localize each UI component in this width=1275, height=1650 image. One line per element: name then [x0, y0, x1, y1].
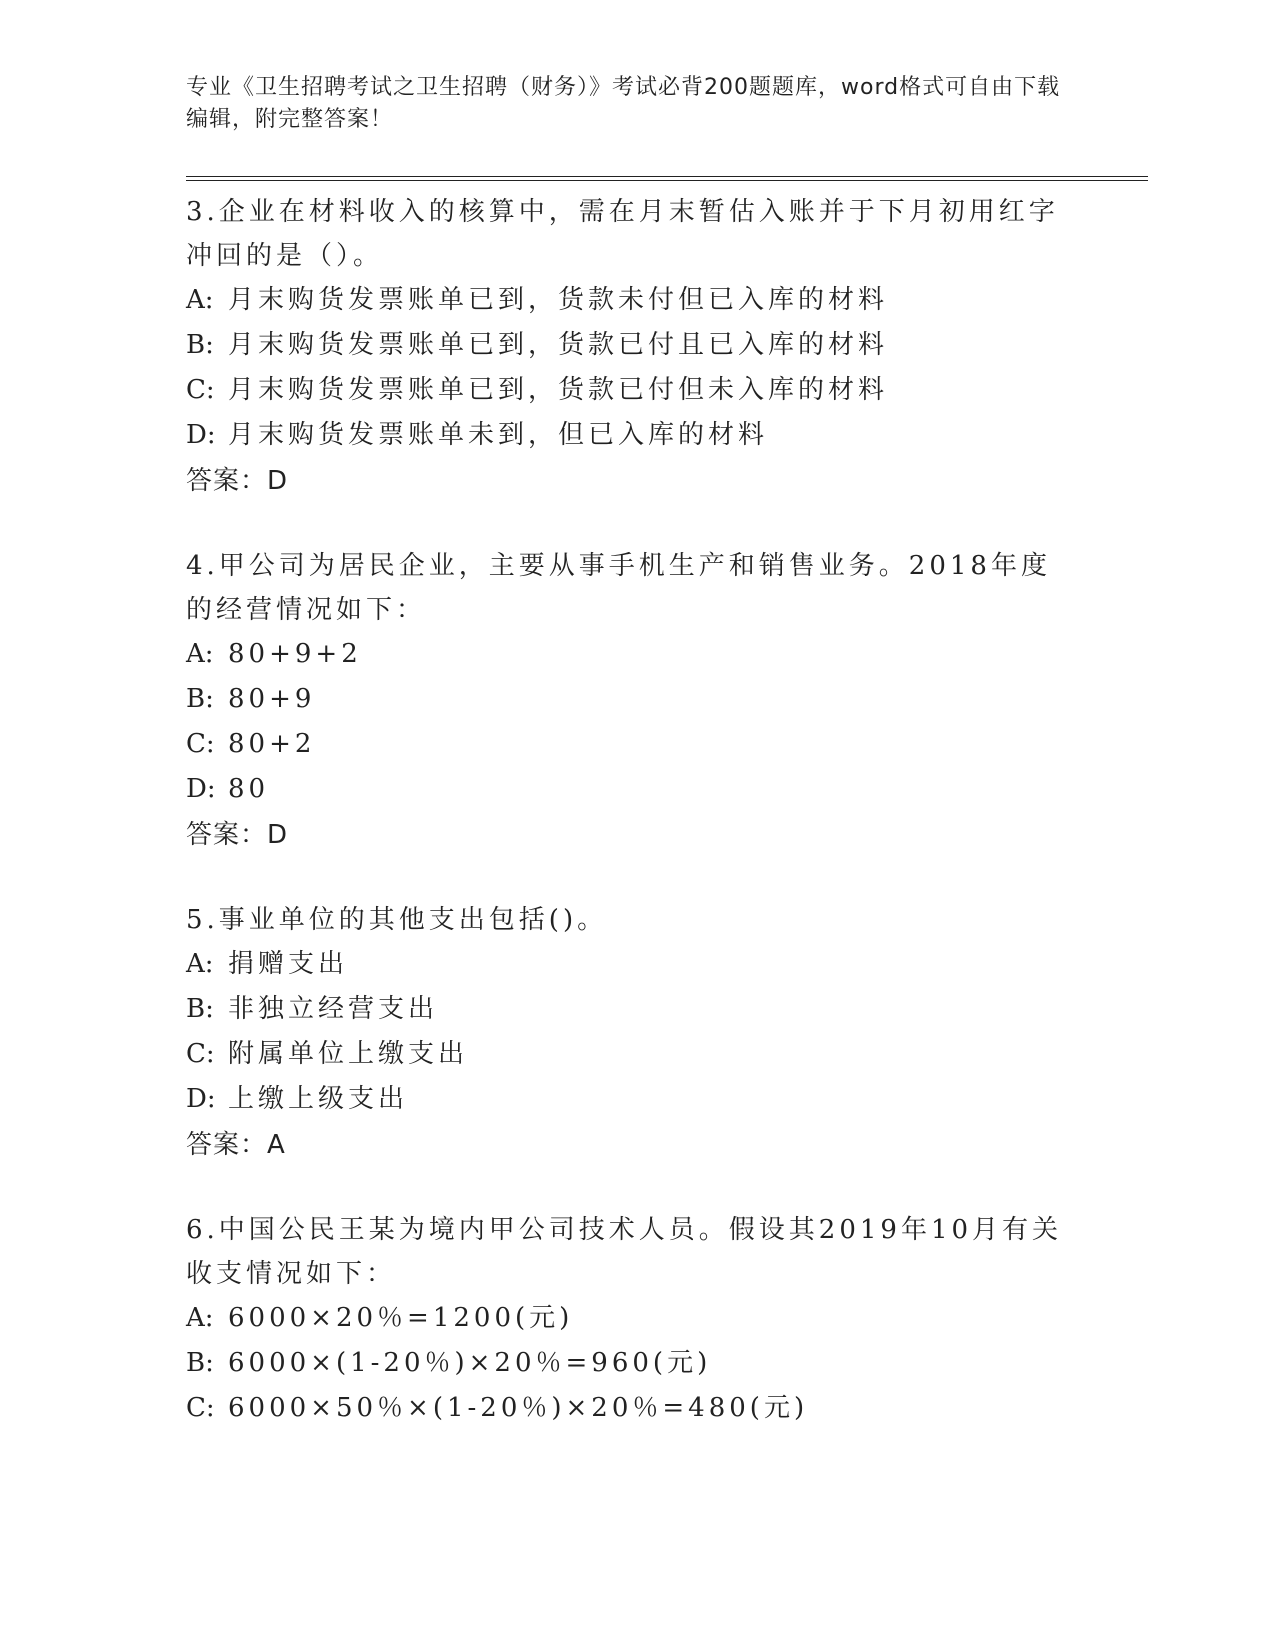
option-key: D:	[186, 774, 216, 804]
question-list	[186, 190, 1086, 1471]
option-key: C:	[186, 375, 215, 405]
option-key: B:	[186, 330, 214, 360]
answer-line: 答案：A	[186, 1130, 286, 1160]
option-key: C:	[186, 729, 215, 759]
option-key: B:	[186, 684, 214, 714]
option-a	[186, 942, 1086, 987]
option-key: A:	[186, 1303, 214, 1333]
option-b	[186, 1341, 1086, 1386]
option-key: B:	[186, 1348, 214, 1378]
option-text: 月末购货发票账单已到，货款未付但已入库的材料	[228, 285, 889, 315]
option-text: 80+9	[228, 684, 316, 714]
option-key: A:	[186, 285, 214, 315]
option-key: A:	[186, 639, 214, 669]
option-d	[186, 767, 1086, 812]
option-text: 月末购货发票账单已到，货款已付且已入库的材料	[228, 330, 889, 360]
option-text: 月末购货发票账单已到，货款已付但未入库的材料	[228, 375, 889, 405]
option-key: B:	[186, 994, 214, 1024]
option-key: D:	[186, 1084, 216, 1114]
option-text: 6000×(1-20％)×20％=960(元)	[228, 1348, 712, 1378]
option-text: 月末购货发票账单未到，但已入库的材料	[228, 420, 769, 450]
question-stem: 4.甲公司为居民企业，主要从事手机生产和销售业务。2018年度的经营情况如下：	[186, 551, 1051, 625]
option-key: C:	[186, 1039, 215, 1069]
option-text: 附属单位上缴支出	[228, 1039, 469, 1069]
option-d	[186, 1077, 1086, 1122]
option-b	[186, 323, 1086, 368]
option-text: 6000×20％=1200(元)	[228, 1303, 574, 1333]
option-c	[186, 1386, 1086, 1431]
option-a	[186, 278, 1086, 323]
question-4	[186, 544, 1086, 858]
option-c	[186, 368, 1086, 413]
option-text: 上缴上级支出	[228, 1084, 409, 1114]
question-6	[186, 1208, 1086, 1431]
question-stem: 6.中国公民王某为境内甲公司技术人员。假设其2019年10月有关收支情况如下：	[186, 1215, 1063, 1289]
question-stem: 3.企业在材料收入的核算中，需在月末暂估入账并于下月初用红字冲回的是（）。	[186, 197, 1059, 271]
option-b	[186, 987, 1086, 1032]
option-c	[186, 722, 1086, 767]
option-c	[186, 1032, 1086, 1077]
header-divider-top	[186, 176, 1148, 177]
option-text: 80+2	[228, 729, 316, 759]
option-key: A:	[186, 949, 214, 979]
question-3	[186, 190, 1086, 504]
option-a	[186, 632, 1086, 677]
option-key: D:	[186, 420, 216, 450]
option-text: 80+9+2	[228, 639, 362, 669]
document-header: 专业《卫生招聘考试之卫生招聘（财务）》考试必背200题题库，word格式可自由下载编辑，附完整答案！	[186, 75, 1061, 132]
answer-line: 答案：D	[186, 466, 289, 496]
option-b	[186, 677, 1086, 722]
option-text: 6000×50％×(1-20％)×20％=480(元)	[228, 1393, 809, 1423]
question-stem: 5.事业单位的其他支出包括()。	[186, 905, 608, 935]
option-text: 非独立经营支出	[228, 994, 439, 1024]
question-5	[186, 898, 1086, 1168]
option-key: C:	[186, 1393, 215, 1423]
header-divider-bottom	[186, 180, 1148, 181]
option-text: 捐赠支出	[228, 949, 349, 979]
option-a	[186, 1296, 1086, 1341]
option-d	[186, 413, 1086, 458]
answer-line: 答案：D	[186, 820, 289, 850]
option-text: 80	[228, 774, 270, 804]
